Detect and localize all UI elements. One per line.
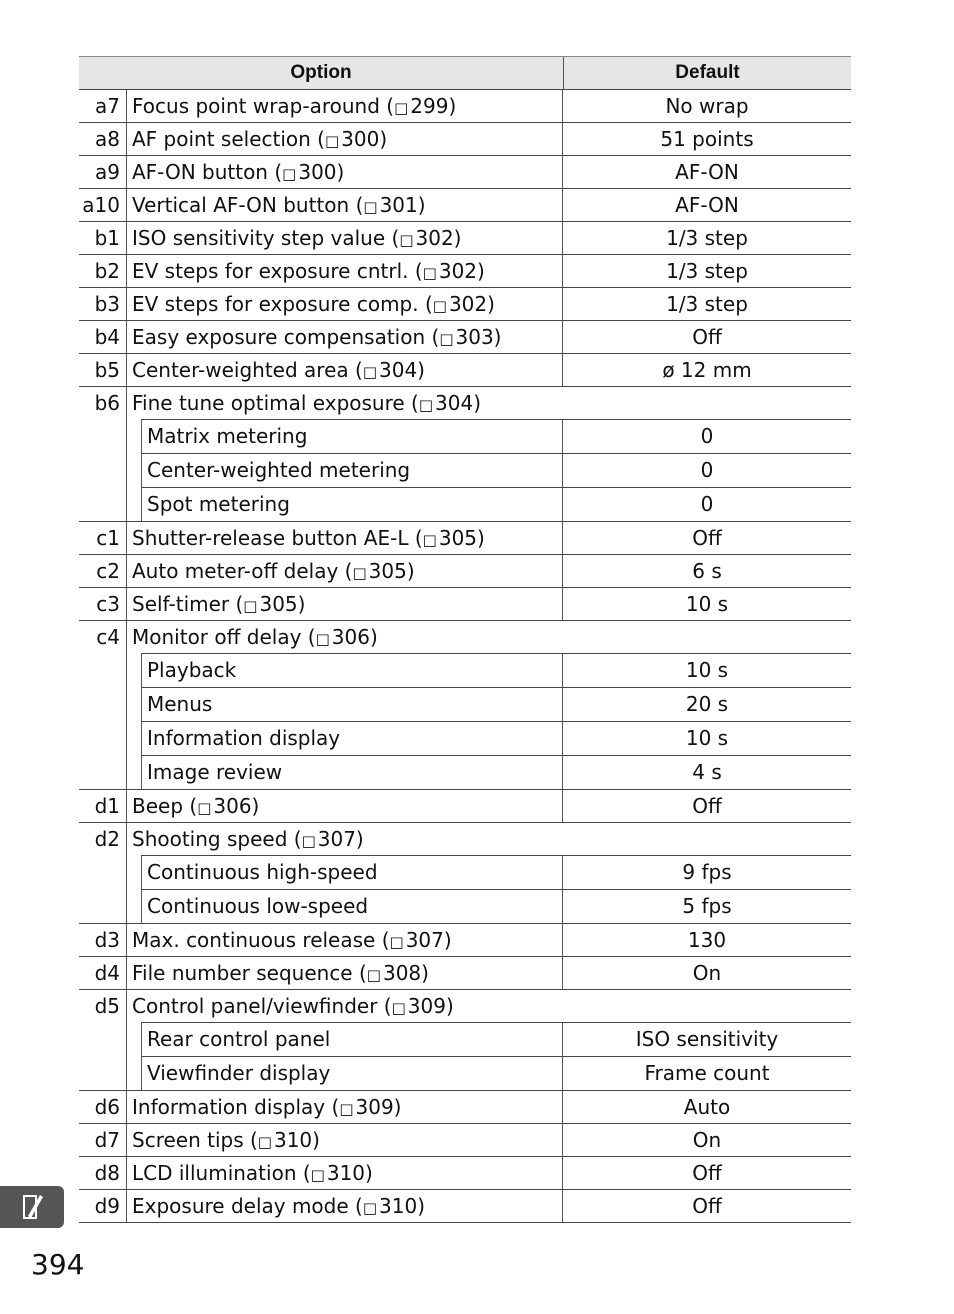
setting-label (127, 288, 563, 320)
setting-label (127, 189, 563, 221)
default-value: 0 (700, 458, 714, 482)
setting-label (127, 321, 563, 353)
default-value: 1/3 step (666, 292, 748, 316)
table-row (79, 255, 851, 288)
page-ref-icon: □ (339, 1100, 354, 1118)
sub-row (142, 855, 851, 889)
default-value: 20 s (685, 692, 729, 716)
setting-label (127, 255, 563, 287)
default-value: 0 (700, 424, 714, 448)
default-value: AF-ON (675, 193, 739, 217)
setting-name: Shooting speed ( (132, 827, 302, 851)
sub-option-label: Menus (142, 688, 563, 721)
sub-option-label: Matrix metering (142, 420, 563, 453)
setting-name: Monitor off delay ( (132, 625, 316, 649)
setting-label (127, 123, 563, 155)
setting-code: b3 (79, 288, 127, 320)
page-ref-number: 306) (331, 625, 378, 649)
setting-label (127, 990, 851, 1022)
page-ref-number: 305) (438, 526, 485, 550)
setting-label (127, 1091, 563, 1123)
setting-code: d9 (79, 1190, 127, 1222)
setting-code: b1 (79, 222, 127, 254)
setting-label (127, 790, 563, 822)
setting-label (127, 387, 851, 419)
default-value: ISO sensitivity (635, 1027, 779, 1051)
setting-label (127, 924, 563, 956)
default-value: 1/3 step (666, 259, 748, 283)
header-option: Option (79, 57, 564, 89)
sub-row (142, 1056, 851, 1090)
setting-code: b5 (79, 354, 127, 386)
setting-code: a10 (79, 189, 127, 221)
sub-option-label: Image review (142, 756, 563, 789)
setting-code: b6 (79, 387, 127, 521)
setting-name: Focus point wrap-around ( (132, 94, 395, 118)
setting-name: EV steps for exposure comp. ( (132, 292, 433, 316)
table-body (79, 90, 851, 1223)
setting-code: c2 (79, 555, 127, 587)
section-tab (0, 1186, 64, 1228)
page-ref-number: 310) (326, 1161, 373, 1185)
setting-name: Screen tips ( (132, 1128, 258, 1152)
page-ref-icon: □ (310, 1166, 325, 1184)
setting-name: ISO sensitivity step value ( (132, 226, 400, 250)
default-value: ø 12 mm (662, 358, 752, 382)
page-ref-number: 302) (438, 259, 485, 283)
page-ref-icon: □ (366, 966, 381, 984)
setting-name: Self-timer ( (132, 592, 244, 616)
page-ref-number: 302) (415, 226, 462, 250)
setting-name: AF point selection ( (132, 127, 325, 151)
page-ref-icon: □ (394, 99, 409, 117)
setting-code: d2 (79, 823, 127, 923)
sub-option-label: Playback (142, 654, 563, 687)
default-value: 130 (687, 928, 727, 952)
page-ref-icon: □ (301, 832, 316, 850)
table-row (79, 790, 851, 823)
setting-code: a7 (79, 90, 127, 122)
page-ref-number: 309) (355, 1095, 402, 1119)
setting-name: AF-ON button ( (132, 160, 283, 184)
sub-option-label: Information display (142, 722, 563, 755)
sub-row (142, 1022, 851, 1056)
setting-name: Beep ( (132, 794, 198, 818)
table-row (79, 957, 851, 990)
setting-label (127, 588, 563, 620)
page-ref-number: 301) (379, 193, 426, 217)
page-ref-icon: □ (362, 363, 377, 381)
page-number: 394 (31, 1248, 85, 1281)
table-row (79, 990, 851, 1091)
setting-code: d5 (79, 990, 127, 1090)
setting-name: Vertical AF-ON button ( (132, 193, 364, 217)
setting-code: d3 (79, 924, 127, 956)
page-ref-icon: □ (399, 231, 414, 249)
table-row (79, 288, 851, 321)
default-value: Off (692, 325, 722, 349)
setting-label (127, 222, 563, 254)
page-ref-number: 307) (317, 827, 364, 851)
setting-name: Center-weighted area ( (132, 358, 363, 382)
sub-option-label: Center-weighted metering (142, 454, 563, 487)
table-row (79, 1091, 851, 1124)
setting-code: d7 (79, 1124, 127, 1156)
default-value: 10 s (685, 592, 729, 616)
page-ref-icon: □ (391, 999, 406, 1017)
sub-row (142, 487, 851, 521)
page-ref-number: 310) (379, 1194, 426, 1218)
setting-label (127, 823, 851, 855)
setting-code: d8 (79, 1157, 127, 1189)
default-value: 51 points (660, 127, 754, 151)
sub-row (142, 687, 851, 721)
setting-label (127, 1190, 563, 1222)
setting-code: b4 (79, 321, 127, 353)
table-row (79, 1190, 851, 1223)
setting-name: Max. continuous release ( (132, 928, 390, 952)
page-ref-icon: □ (257, 1133, 272, 1151)
setting-code: a8 (79, 123, 127, 155)
table-row (79, 123, 851, 156)
page-ref-icon: □ (315, 630, 330, 648)
page-ref-number: 304) (379, 358, 425, 382)
page-ref-number: 310) (273, 1128, 320, 1152)
setting-code: d6 (79, 1091, 127, 1123)
setting-name: File number sequence ( (132, 961, 367, 985)
page-ref-number: 306) (213, 794, 260, 818)
sub-row (142, 653, 851, 687)
setting-label (127, 90, 563, 122)
setting-name: Easy exposure compensation ( (132, 325, 440, 349)
setting-name: Control panel/viewfinder ( (132, 994, 392, 1018)
setting-label (127, 1124, 563, 1156)
page-ref-number: 300) (298, 160, 345, 184)
sub-option-label: Viewfinder display (142, 1057, 563, 1090)
table-row (79, 823, 851, 924)
table-row (79, 387, 851, 522)
page-ref-number: 305) (368, 559, 415, 583)
page-ref-number: 305) (259, 592, 306, 616)
default-value: 10 s (685, 726, 729, 750)
table-header (79, 56, 851, 90)
sub-option-label: Rear control panel (142, 1023, 563, 1056)
default-value: 4 s (692, 760, 722, 784)
sub-row (142, 755, 851, 789)
table-row (79, 222, 851, 255)
page-ref-number: 302) (448, 292, 495, 316)
page-ref-icon: □ (422, 264, 437, 282)
default-value: 6 s (692, 559, 722, 583)
sub-row (142, 889, 851, 923)
page-ref-number: 300) (341, 127, 388, 151)
sub-row (142, 453, 851, 487)
page-ref-icon: □ (282, 165, 297, 183)
setting-code: c1 (79, 522, 127, 554)
setting-name: Fine tune optimal exposure ( (132, 391, 419, 415)
default-value: On (692, 961, 722, 985)
setting-code: b2 (79, 255, 127, 287)
default-value: 1/3 step (666, 226, 748, 250)
setting-label (127, 354, 563, 386)
setting-name: Information display ( (132, 1095, 340, 1119)
page-ref-icon: □ (362, 1199, 378, 1217)
default-value: Frame count (644, 1061, 770, 1085)
page-ref-icon: □ (418, 396, 434, 414)
page-ref-number: 299) (410, 94, 457, 118)
setting-name: Exposure delay mode ( (132, 1194, 363, 1218)
setting-label (127, 957, 563, 989)
default-value: 5 fps (682, 894, 732, 918)
page-ref-icon: □ (439, 330, 454, 348)
setting-label (127, 555, 563, 587)
table-row (79, 588, 851, 621)
sub-row (142, 419, 851, 453)
page-ref-icon: □ (197, 799, 212, 817)
setting-label (127, 522, 563, 554)
page-ref-number: 304) (435, 391, 482, 415)
table-row (79, 621, 851, 790)
page-ref-icon: □ (389, 933, 404, 951)
setting-label (127, 156, 563, 188)
sub-option-label: Continuous high-speed (142, 856, 563, 889)
page-ref-number: 309) (407, 994, 454, 1018)
setting-name: EV steps for exposure cntrl. ( (132, 259, 423, 283)
default-value: Off (692, 1161, 722, 1185)
table-row (79, 354, 851, 387)
default-value: 0 (700, 492, 714, 516)
page-ref-icon: □ (422, 531, 437, 549)
table-row (79, 555, 851, 588)
default-value: 10 s (685, 658, 729, 682)
table-row (79, 1157, 851, 1190)
page-ref-icon: □ (324, 132, 340, 150)
table-row (79, 321, 851, 354)
setting-label (127, 1157, 563, 1189)
table-row (79, 522, 851, 555)
page-ref-icon: □ (243, 597, 258, 615)
page-ref-number: 303) (455, 325, 502, 349)
defaults-table (79, 56, 851, 1223)
setting-code: c4 (79, 621, 127, 789)
setting-code: c3 (79, 588, 127, 620)
default-value: Off (692, 794, 722, 818)
table-row (79, 1124, 851, 1157)
setting-name: Auto meter-off delay ( (132, 559, 353, 583)
setting-code: a9 (79, 156, 127, 188)
default-value: Auto (683, 1095, 731, 1119)
default-value: No wrap (665, 94, 749, 118)
sub-option-label: Spot metering (142, 488, 563, 521)
default-value: 9 fps (682, 860, 732, 884)
default-value: On (692, 1128, 722, 1152)
page-ref-icon: □ (432, 297, 447, 315)
default-value: Off (692, 526, 722, 550)
page-ref-number: 308) (382, 961, 429, 985)
page-ref-icon: □ (352, 564, 367, 582)
page-ref-number: 307) (405, 928, 452, 952)
setting-name: LCD illumination ( (132, 1161, 311, 1185)
menu-guide-icon (22, 1192, 44, 1222)
setting-code: d4 (79, 957, 127, 989)
table-row (79, 189, 851, 222)
sub-option-label: Continuous low-speed (142, 890, 563, 923)
default-value: Off (692, 1194, 722, 1218)
table-row (79, 156, 851, 189)
setting-label (127, 621, 851, 653)
page-ref-icon: □ (363, 198, 378, 216)
default-value: AF-ON (675, 160, 739, 184)
table-row (79, 924, 851, 957)
setting-name: Shutter-release button AE-L ( (132, 526, 423, 550)
header-default: Default (675, 62, 740, 83)
sub-row (142, 721, 851, 755)
setting-code: d1 (79, 790, 127, 822)
table-row (79, 90, 851, 123)
